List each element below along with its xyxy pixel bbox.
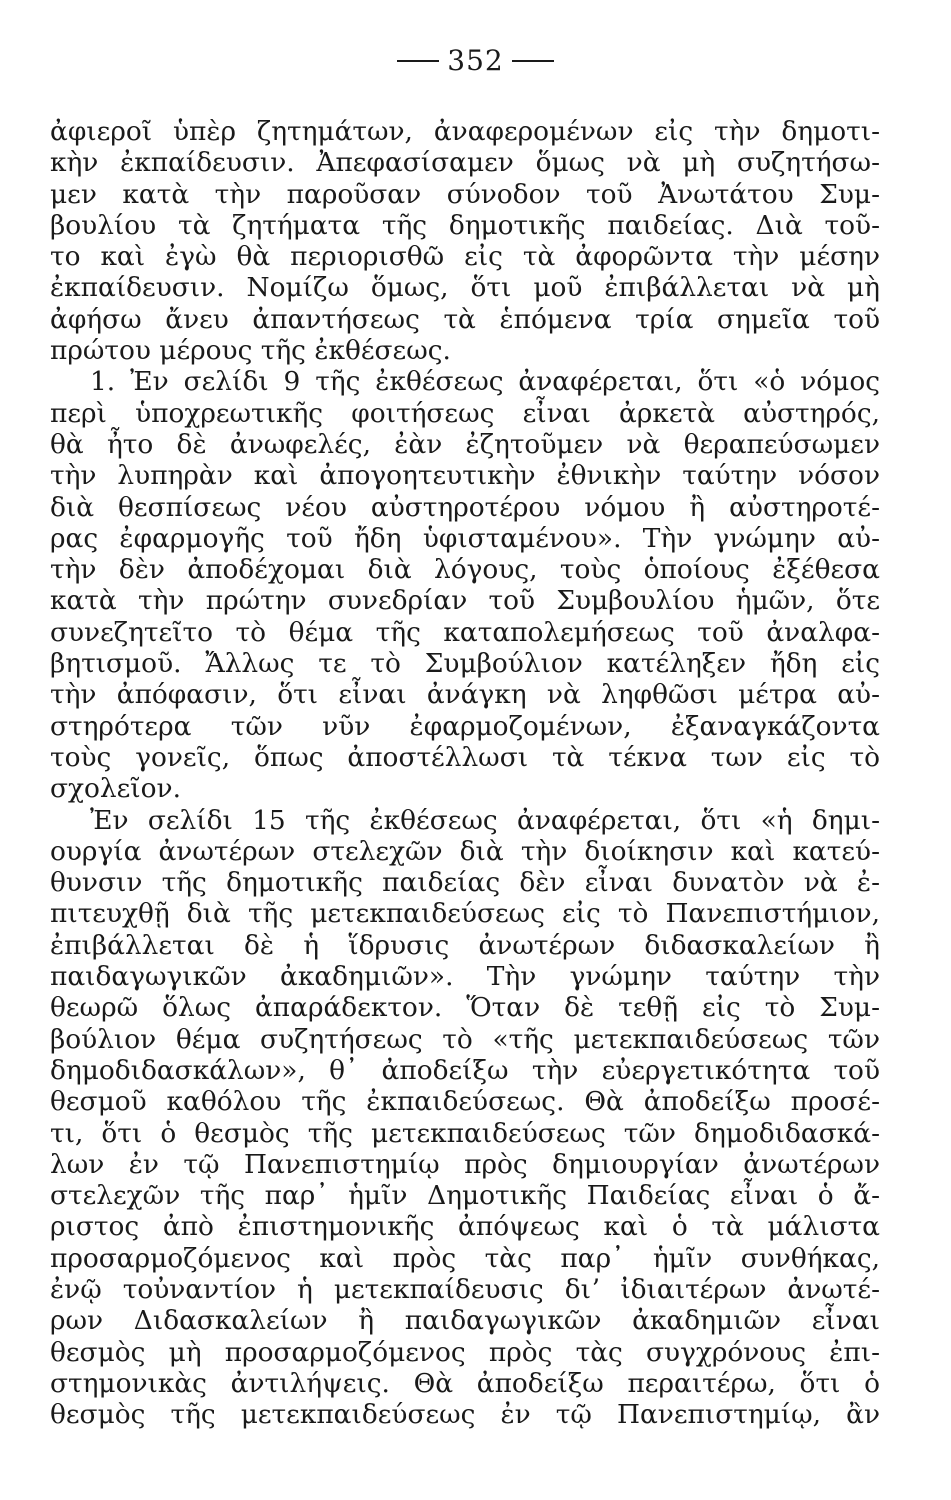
text-line: 1. Ἐν σελίδι 9 τῆς ἐκθέσεως ἀναφέρεται, ὅτι «ὁ νόμος [90, 366, 880, 398]
text-line: τὴν ἀπόφασιν, ὅτι εἶναι ἀνάγκη νὰ ληφθῶσι μέτρα αὐ- [50, 679, 880, 711]
text-line: ρων Διδασκαλείων ἢ παιδαγωγικῶν ἀκαδημιῶν εἶναι [50, 1305, 880, 1337]
text-line: προσαρμοζόμενος καὶ πρὸς τὰς παρ᾽ ἡμῖν συνθήκας, [50, 1242, 880, 1274]
text-line: κὴν ἐκπαίδευσιν. Ἀπεφασίσαμεν ὅμως νὰ μὴ συζητήσω- [50, 147, 880, 179]
text-line: δημοδιδασκάλων», θ᾽ ἀποδείξω τὴν εὐεργετικότητα τοῦ [50, 1054, 880, 1086]
text-line: παιδαγωγικῶν ἀκαδημιῶν». Τὴν γνώμην ταύτην τὴν [50, 961, 880, 993]
text-line: πρώτου μέρους τῆς ἐκθέσεως. [50, 335, 451, 367]
text-line: βητισμοῦ. Ἄλλως τε τὸ Συμβούλιον κατέληξεν ἤδη εἰς [50, 648, 880, 680]
text-line: στελεχῶν τῆς παρ᾽ ἡμῖν Δημοτικῆς Παιδείας εἶναι ὁ ἄ- [50, 1180, 880, 1212]
text-line: περὶ ὑποχρεωτικῆς φοιτήσεως εἶναι ἀρκετὰ αὐστηρός, [50, 397, 880, 429]
text-line: ἀφήσω ἄνευ ἀπαντήσεως τὰ ἑπόμενα τρία σημεῖα τοῦ [50, 303, 880, 335]
text-line: Ἐν σελίδι 15 τῆς ἐκθέσεως ἀναφέρεται, ὅτι «ἡ δημι- [90, 804, 880, 836]
text-line: ρας ἐφαρμογῆς τοῦ ἤδη ὑφισταμένου». Τὴν γνώμην αὐ- [50, 522, 880, 554]
text-line: κατὰ τὴν πρώτην συνεδρίαν τοῦ Συμβουλίου ἡμῶν, ὅτε [50, 585, 880, 617]
text-line: στηρότερα τῶν νῦν ἐφαρμοζομένων, ἐξαναγκάζοντα [50, 710, 880, 742]
text-line: ἐκπαίδευσιν. Νομίζω ὅμως, ὅτι μοῦ ἐπιβάλλεται νὰ μὴ [50, 272, 880, 304]
paragraph-3 [50, 805, 880, 1431]
text-line: ἐπιβάλλεται δὲ ἡ ἵδρυσις ἀνωτέρων διδασκαλείων ἢ [50, 929, 880, 961]
text-line: σχολεῖον. [50, 773, 181, 805]
text-line: τὴν δὲν ἀποδέχομαι διὰ λόγους, τοὺς ὁποίους ἐξέθεσα [50, 554, 880, 586]
text-line: μεν κατὰ τὴν παροῦσαν σύνοδον τοῦ Ἀνωτάτου Συμ- [50, 178, 880, 210]
paragraph-1 [50, 116, 880, 366]
text-line: θεσμὸς μὴ προσαρμοζόμενος πρὸς τὰς συγχρόνους ἐπι- [50, 1336, 880, 1368]
text-line: θὰ ἦτο δὲ ἀνωφελές, ἐὰν ἐζητοῦμεν νὰ θεραπεύσωμεν [50, 428, 880, 460]
text-line: ριστος ἀπὸ ἐπιστημονικῆς ἀπόψεως καὶ ὁ τὰ μάλιστα [50, 1211, 880, 1243]
paragraph-2 [50, 366, 880, 804]
text-line: βουλίου τὰ ζητήματα τῆς δημοτικῆς παιδείας. Διὰ τοῦ- [50, 209, 880, 241]
text-line: ἐνῷ τοὐναντίον ἡ μετεκπαίδευσις διʼ ἰδιαιτέρων ἀνωτέ- [50, 1273, 880, 1305]
text-line: θεσμὸς τῆς μετεκπαιδεύσεως ἐν τῷ Πανεπιστημίῳ, ἂν [50, 1399, 880, 1431]
body-text [50, 116, 880, 1430]
header-dash-right [512, 60, 554, 62]
text-line: διὰ θεσπίσεως νέου αὐστηροτέρου νόμου ἢ αὐστηροτέ- [50, 491, 880, 523]
header-dash-left [397, 60, 439, 62]
text-line: τοὺς γονεῖς, ὅπως ἀποστέλλωσι τὰ τέκνα των εἰς τὸ [50, 741, 880, 773]
text-line: τὴν λυπηρὰν καὶ ἀπογοητευτικὴν ἐθνικὴν ταύτην νόσον [50, 460, 880, 492]
page-header [0, 42, 951, 77]
text-line: ἀφιεροῖ ὑπὲρ ζητημάτων, ἀναφερομένων εἰς τὴν δημοτι- [50, 116, 880, 147]
text-line: τι, ὅτι ὁ θεσμὸς τῆς μετεκπαιδεύσεως τῶν δημοδιδασκά- [50, 1117, 880, 1149]
text-line: θυνσιν τῆς δημοτικῆς παιδείας δὲν εἶναι δυνατὸν νὰ ἐ- [50, 867, 880, 899]
text-line: συνεζητεῖτο τὸ θέμα τῆς καταπολεμήσεως τοῦ ἀναλφα- [50, 616, 880, 648]
text-line: ουργία ἀνωτέρων στελεχῶν διὰ τὴν διοίκησιν καὶ κατεύ- [50, 835, 880, 867]
text-line: θεωρῶ ὅλως ἀπαράδεκτον. Ὅταν δὲ τεθῇ εἰς τὸ Συμ- [50, 992, 880, 1024]
text-line: στημονικὰς ἀντιλήψεις. Θὰ ἀποδείξω περαιτέρω, ὅτι ὁ [50, 1367, 880, 1399]
text-line: λων ἐν τῷ Πανεπιστημίῳ πρὸς δημιουργίαν ἀνωτέρων [50, 1148, 880, 1180]
text-line: το καὶ ἐγὼ θὰ περιορισθῶ εἰς τὰ ἀφορῶντα τὴν μέσην [50, 241, 880, 273]
text-line: πιτευχθῇ διὰ τῆς μετεκπαιδεύσεως εἰς τὸ Πανεπιστήμιον, [50, 898, 880, 930]
text-line: βούλιον θέμα συζητήσεως τὸ «τῆς μετεκπαιδεύσεως τῶν [50, 1023, 880, 1055]
text-line: θεσμοῦ καθόλου τῆς ἐκπαιδεύσεως. Θὰ ἀποδείξω προσέ- [50, 1086, 880, 1118]
page-number: 352 [447, 44, 504, 77]
